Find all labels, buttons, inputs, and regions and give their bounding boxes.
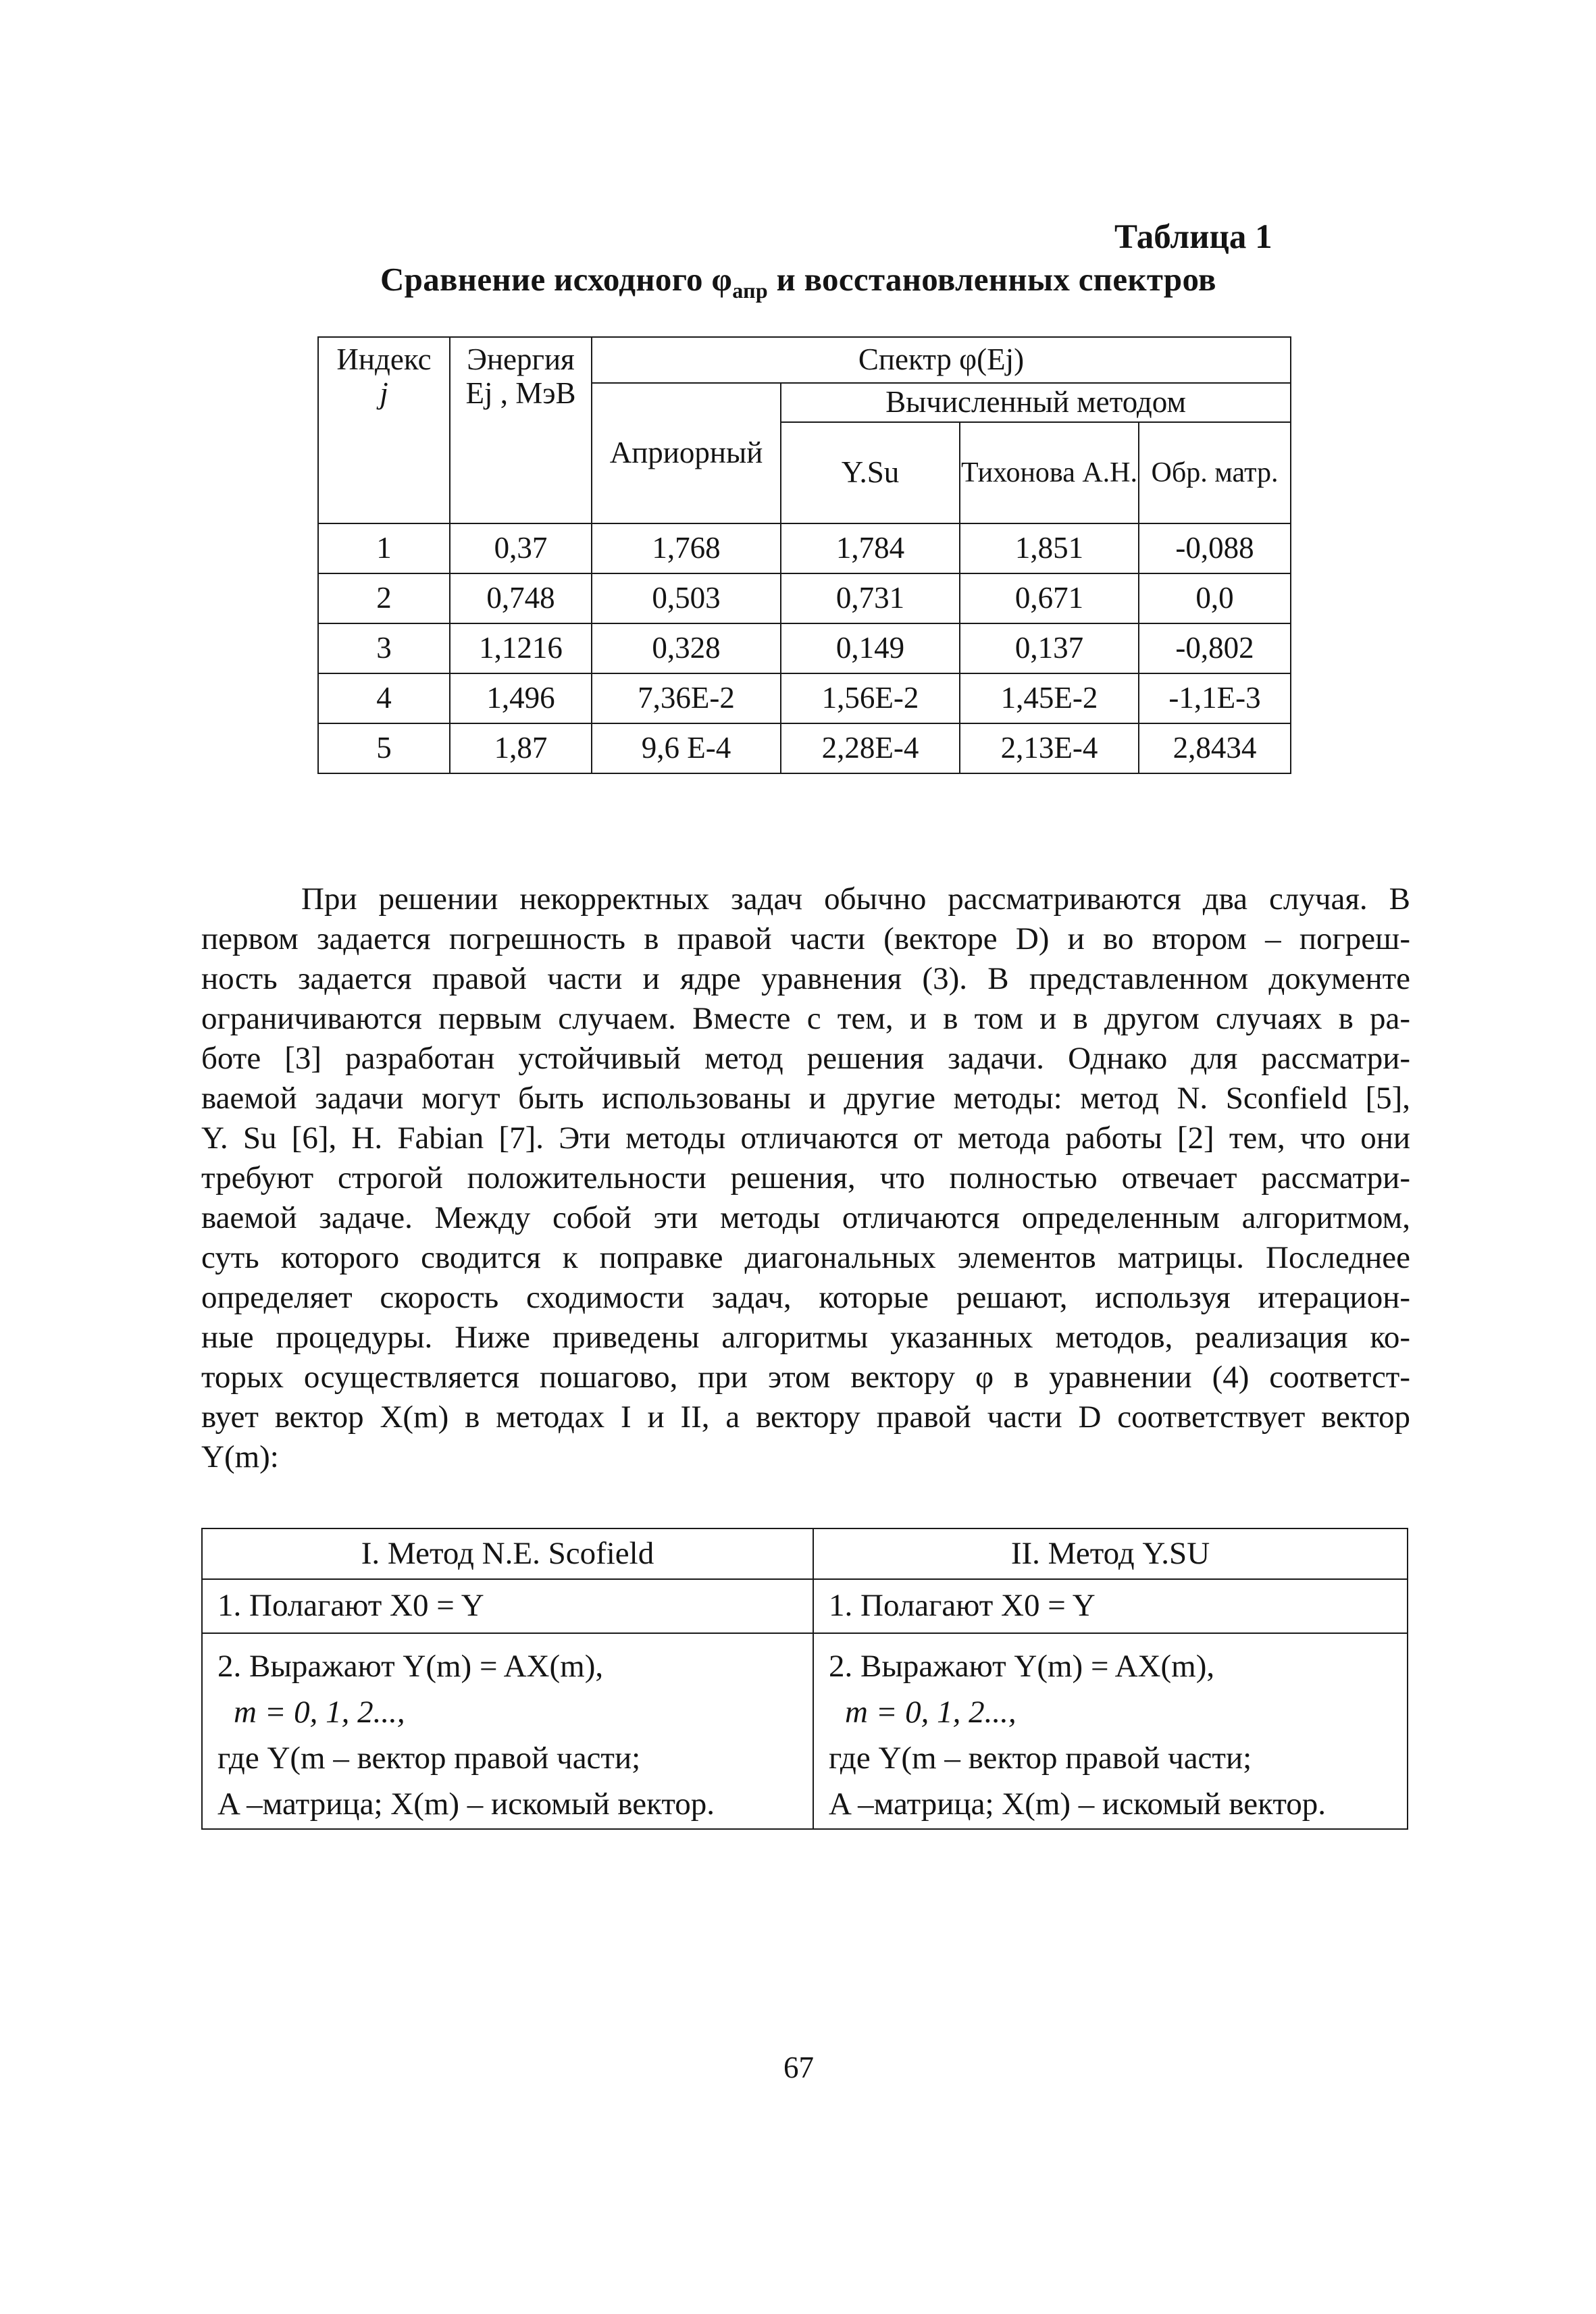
- methods-table: [201, 1528, 1408, 1830]
- table-cell: 0,503: [592, 573, 781, 623]
- header-ysu: Y.Su: [781, 422, 960, 523]
- table-row: [318, 723, 1291, 773]
- spectra-table: [317, 336, 1291, 774]
- table-cell: 9,6 E-4: [592, 723, 781, 773]
- table-cell: 0,37: [450, 523, 592, 573]
- table-cell: -0,088: [1139, 523, 1291, 573]
- table-row: [318, 623, 1291, 673]
- paragraph-line: боте [3] разработан устойчивый метод решения задачи. Однако для рассматри-: [201, 1041, 1410, 1076]
- table-cell: 1,45E-2: [960, 673, 1139, 723]
- paragraph-line: ограничиваются первым случаем. Вместе с тем, и в том и в другом случаях в ра-: [201, 1001, 1410, 1036]
- spectra-table-body: [318, 523, 1291, 773]
- table-title: Сравнение исходного $\varphi_{апр}$ и восстановленных спектров: [380, 261, 1216, 303]
- paragraph-line: торых осуществляется пошагово, при этом вектору φ в уравнении (4) соответст-: [201, 1360, 1410, 1395]
- paragraph-line: ваемой задаче. Между собой эти методы отличаются определенным алгоритмом,: [201, 1200, 1410, 1235]
- method-ysu-header: II. Метод Y.SU: [813, 1528, 1408, 1579]
- paragraph-line: первом задается погрешность в правой части (векторе D) и во втором – погреш-: [201, 921, 1410, 956]
- table-cell: 2,13E-4: [960, 723, 1139, 773]
- table-number: Таблица 1: [1114, 218, 1272, 256]
- method-scofield-step1: 1. Полагают X0 = Y: [202, 1579, 813, 1633]
- table-cell: -0,802: [1139, 623, 1291, 673]
- paragraph-line: вует вектор X(m) в методах I и II, а вектору правой части D соответствует вектор: [201, 1399, 1410, 1435]
- table-cell: 0,328: [592, 623, 781, 673]
- table-cell: 2,8434: [1139, 723, 1291, 773]
- paragraph-line: ные процедуры. Ниже приведены алгоритмы указанных методов, реализация ко-: [201, 1320, 1410, 1355]
- table-cell: 0,671: [960, 573, 1139, 623]
- table-cell: -1,1E-3: [1139, 673, 1291, 723]
- method-ysu-step1: 1. Полагают X0 = Y: [813, 1579, 1408, 1633]
- body-paragraph: [201, 879, 1410, 1477]
- method-scofield-step2: 2. Выражают Y(m) = AX(m), m = 0, 1, 2..., где Y(m – вектор правой части; A –матрица; X(m) – искомый вектор.: [202, 1633, 813, 1829]
- table-cell: 4: [318, 673, 450, 723]
- header-apriori: Априорный: [592, 383, 781, 523]
- header-index: Индекс j: [318, 337, 450, 523]
- header-tikhonov: Тихонова А.Н.: [960, 422, 1139, 523]
- table-cell: 5: [318, 723, 450, 773]
- paragraph-line: Y(m):: [201, 1439, 279, 1474]
- table-row: [318, 523, 1291, 573]
- table-cell: 1,784: [781, 523, 960, 573]
- table-cell: 1,851: [960, 523, 1139, 573]
- paragraph-line: Y. Su [6], H. Fabian [7]. Эти методы отличаются от метода работы [2] тем, что они: [201, 1121, 1410, 1156]
- paragraph-line: определяет скорость сходимости задач, которые решают, используя итерацион-: [201, 1280, 1410, 1315]
- table-cell: 0,731: [781, 573, 960, 623]
- header-spectrum: Спектр φ(Ej): [592, 337, 1291, 383]
- table-row: [318, 573, 1291, 623]
- table-cell: 2,28E-4: [781, 723, 960, 773]
- paragraph-line: ность задается правой части и ядре уравнения (3). В представленном документе: [201, 961, 1410, 996]
- method-ysu-step2: 2. Выражают Y(m) = AX(m), m = 0, 1, 2..., где Y(m – вектор правой части; A –матрица; X(m) – искомый вектор.: [813, 1633, 1408, 1829]
- table-cell: 0,748: [450, 573, 592, 623]
- page-number: 67: [783, 2051, 814, 2084]
- table-cell: 7,36E-2: [592, 673, 781, 723]
- header-inverse-matrix: Обр. матр.: [1139, 422, 1291, 523]
- table-cell: 0,137: [960, 623, 1139, 673]
- paragraph-line: суть которого сводится к поправке диагональных элементов матрицы. Последнее: [201, 1240, 1410, 1275]
- table-cell: 1,1216: [450, 623, 592, 673]
- header-energy: Энергия Ej , МэВ: [450, 337, 592, 523]
- table-cell: 3: [318, 623, 450, 673]
- table-cell: 1: [318, 523, 450, 573]
- header-computed: Вычисленный методом: [781, 383, 1291, 422]
- table-cell: 0,149: [781, 623, 960, 673]
- paragraph-line: ваемой задачи могут быть использованы и другие методы: метод N. Sconfield [5],: [201, 1081, 1410, 1116]
- paragraph-line: При решении некорректных задач обычно рассматриваются два случая. В: [301, 881, 1410, 917]
- table-row: [318, 673, 1291, 723]
- table-cell: 2: [318, 573, 450, 623]
- table-cell: 1,768: [592, 523, 781, 573]
- table-cell: 1,496: [450, 673, 592, 723]
- method-scofield-header: I. Метод N.E. Scofield: [202, 1528, 813, 1579]
- table-cell: 1,56E-2: [781, 673, 960, 723]
- paragraph-line: требуют строгой положительности решения, что полностью отвечает рассматри-: [201, 1160, 1410, 1195]
- table-cell: 0,0: [1139, 573, 1291, 623]
- table-cell: 1,87: [450, 723, 592, 773]
